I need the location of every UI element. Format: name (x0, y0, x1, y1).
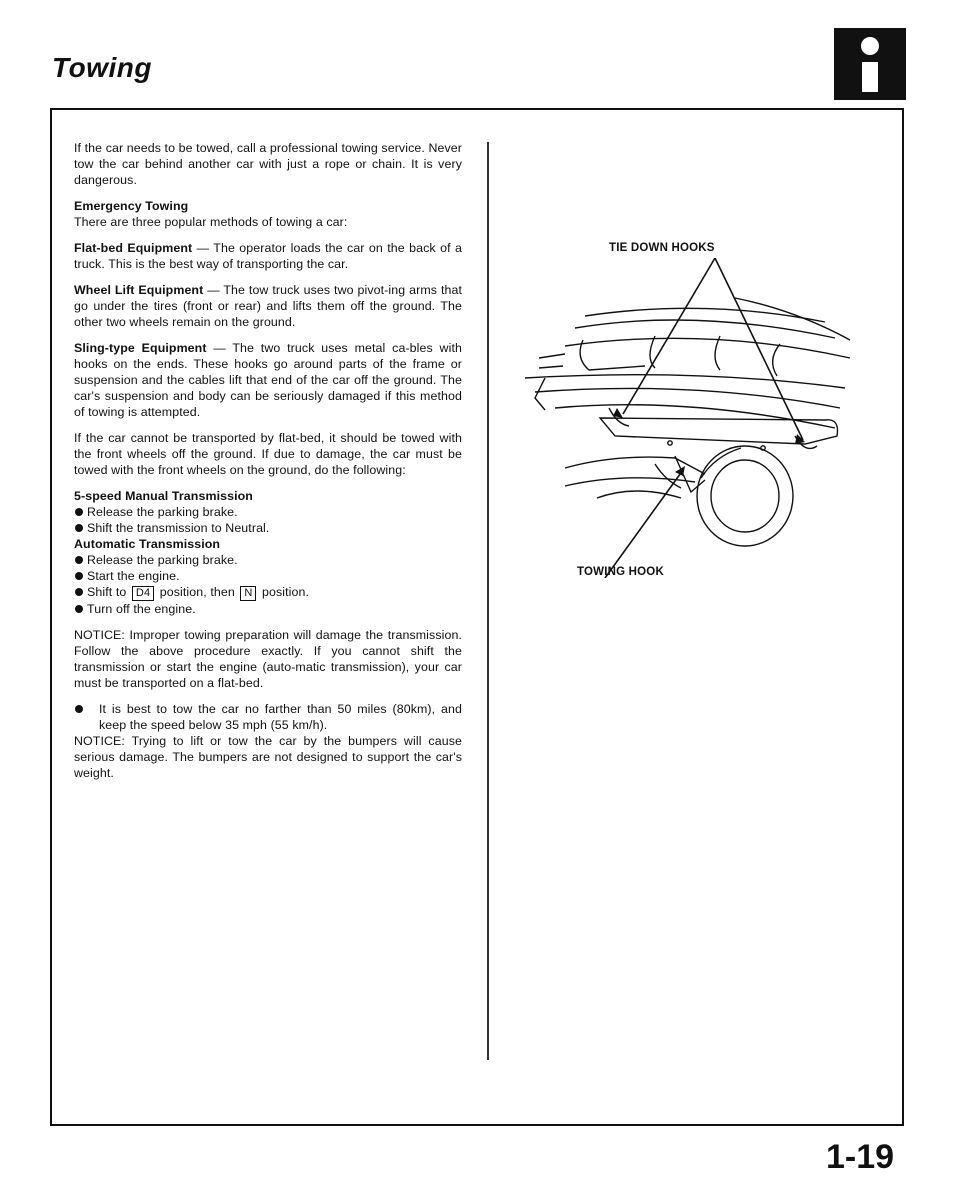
cannot-transport-paragraph: If the car cannot be transported by flat-bed, it should be towed with the front wheels off the ground. If due to damage, the car must be towed with the front wheels on the ground, do the following: (74, 431, 462, 477)
notice-paragraph: NOTICE: Improper towing preparation will damage the transmission. Follow the above procedure exactly. If you cannot shift the transmission or start the engine (auto-matic transmission), your car must be transported on a flat-bed. (74, 628, 462, 690)
emergency-section (74, 198, 462, 230)
list-item: Release the parking brake. (74, 504, 462, 520)
info-icon (834, 28, 906, 100)
column-divider (487, 142, 489, 1060)
flatbed-paragraph (74, 240, 462, 272)
intro-paragraph: If the car needs to be towed, call a professional towing service. Never tow the car behind another car with just a rope or chain. It is very dangerous. (74, 141, 462, 187)
emergency-text: There are three popular methods of towing a car: (74, 215, 348, 229)
distance-item: It is best to tow the car no farther than 50 miles (80km), and keep the speed below 35 mph (55 km/h). (74, 701, 462, 733)
step-text: position. (261, 585, 310, 599)
manual-heading: 5-speed Manual Transmission (74, 489, 253, 503)
list-item: Release the parking brake. (74, 552, 462, 568)
list-item: Turn off the engine. (74, 601, 462, 617)
wheellift-text: — The tow truck uses two pivot-ing arms that go under the tires (front or rear) and lifts them off the ground. The other two wheels remain on the ground. (74, 283, 463, 329)
towing-hooks-diagram (505, 236, 885, 596)
list-item (74, 584, 462, 601)
car-underside-illustration (505, 258, 885, 578)
tie-down-hooks-label: TIE DOWN HOOKS (609, 242, 715, 254)
sling-term: Sling-type Equipment (74, 341, 207, 355)
page-number: 1-19 (826, 1138, 895, 1176)
emergency-heading: Emergency Towing (74, 199, 189, 213)
list-item: Start the engine. (74, 568, 462, 584)
wheellift-paragraph (74, 282, 462, 330)
notice-bumpers-paragraph: NOTICE: Trying to lift or tow the car by the bumpers will cause serious damage. The bumpers are not designed to support the car's weight. (74, 734, 462, 780)
wheellift-term: Wheel Lift Equipment (74, 283, 204, 297)
sling-paragraph (74, 340, 462, 420)
auto-heading: Automatic Transmission (74, 537, 221, 551)
d4-key-icon: D4 (132, 586, 154, 601)
transmission-steps (74, 488, 462, 617)
sling-text: — The two truck uses metal ca-bles with hooks on the ends. These hooks go around parts of the frame or suspension and the cables lift that end of the car off the ground. The car's suspension and body can be seriously damaged if this method of towing is attempted. (74, 341, 462, 419)
page-title: Towing (52, 52, 152, 83)
flatbed-text: — The operator loads the car on the back of a truck. This is the best way of transporting the car. (74, 241, 462, 271)
list-item: Shift the transmission to Neutral. (74, 520, 462, 536)
towing-hook-label: TOWING HOOK (577, 566, 664, 578)
text-column (74, 140, 462, 791)
flatbed-term: Flat-bed Equipment (74, 241, 193, 255)
n-key-icon: N (240, 586, 256, 601)
step-text: Shift to (87, 585, 127, 599)
step-text: position, then (159, 585, 235, 599)
